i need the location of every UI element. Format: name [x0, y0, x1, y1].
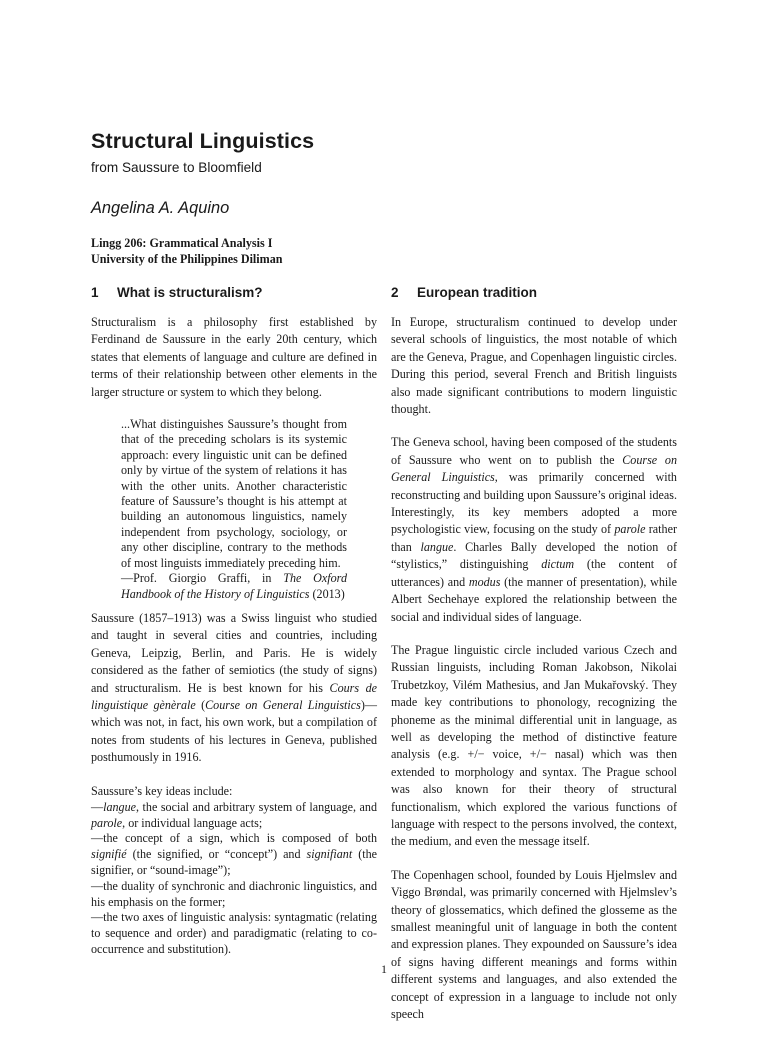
bio-text-2: ( [195, 697, 206, 712]
key-idea-1-text-a: , the social and arbitrary system of language, and [136, 799, 377, 814]
university-line: University of the Philippines Diliman [91, 251, 283, 266]
bio-work-english: Course on General Linguistics [205, 697, 361, 712]
key-idea-synchronic: —the duality of synchronic and diachronic linguistics, and his emphasis on the former; [91, 878, 377, 909]
bio-work-french: Cours de linguistique gènèrale [91, 680, 377, 712]
section-2-number: 2 [391, 285, 399, 300]
right-column [391, 284, 677, 1039]
geneva-term-modus: modus [468, 574, 501, 589]
key-idea-axes: —the two axes of linguistic analysis: syntagmatic (relating to sequence and order) and paradigmatic (relating to co-occurrence and substitution). [91, 910, 377, 956]
key-idea-langue-parole [91, 800, 377, 832]
key-idea-sign [91, 831, 377, 878]
bio-text-1: Saussure (1857–1913) was a Swiss linguist who studied and taught in several cities and countries, including Geneva, Leipzig, Berlin, and Paris. He is widely considered as the father of semiotics (the study of signs) and structuralism. He is best known for his [91, 610, 377, 695]
saussure-bio [91, 610, 377, 767]
section-1-intro: Structuralism is a philosophy first established by Ferdinand de Saussure in the early 20th century, which states that elements of language and culture are defined in terms of their relationship between other elements in the larger structure or system to which they belong. [91, 315, 377, 399]
section-1-number: 1 [91, 285, 99, 300]
term-signifie: signifié [91, 847, 127, 862]
bio-text-3: )—which was not, in fact, his own work, but a compilation of notes from students of his lectures in Geneva, published posthumously in 1916. [91, 697, 377, 765]
prague-school-paragraph: The Prague linguistic circle included various Czech and Russian linguists, including Roman Jakobson, Nikolai Trubetzkoy, Vilém Mathesius, and Jan Mukařovský. They made key contributions to phonology, recognizing the phoneme as the minimal differential unit in language, as well as developing the method of distinctive feature analysis (e.g. +/− voice, +/− nasal) which was then extended to morphology and syntax. The Prague school was also known for their theory of structural functionalism, which explored the various functions of language with respect to the persons involved, the context, the medium, and even the message itself. [391, 642, 677, 849]
quote-source-title: The Oxford Handbook of the History of Linguistics [121, 571, 347, 601]
key-ideas-lead: Saussure’s key ideas include: [91, 783, 233, 798]
paper-title: Structural Linguistics [91, 129, 315, 153]
quote-attribution-prefix: —Prof. Giorgio Graffi, in [121, 571, 284, 586]
copenhagen-school-paragraph: The Copenhagen school, founded by Louis Hjelmslev and Viggo Brøndal, was primarily concerned with Hjelmslev’s theory of glossematics, which defined the glosseme as the smallest meaningful unit of language in both the content and expression planes. They expounded on Saussure’s idea of signs having different meanings and forms within different systems and languages, and also extended the concept of expression in a language to include not only speech [391, 867, 677, 1022]
geneva-term-langue: langue [420, 539, 454, 554]
section-2-intro: In Europe, structuralism continued to develop under several schools of linguistics, the most notable of which are the Geneva, Prague, and Copenhagen linguistic circles. During this period, several French and British linguists also made significant contributions to modern linguistic thought. [391, 315, 677, 417]
quote-attribution [121, 571, 347, 602]
term-parole: parole [91, 815, 123, 830]
affiliation [91, 236, 283, 267]
section-1-heading [91, 284, 377, 301]
key-idea-dash: — [91, 799, 104, 814]
section-2-heading [391, 284, 677, 301]
author-name: Angelina A. Aquino [91, 199, 230, 217]
term-signifiant: signifiant [306, 847, 353, 862]
key-idea-2-text-b: (the signified, or “concept”) and [126, 847, 307, 862]
section-1-title: What is structuralism? [117, 285, 263, 300]
geneva-course-title: Course on General Linguistics [391, 452, 677, 485]
geneva-school-paragraph [391, 434, 677, 625]
page-number: 1 [381, 962, 387, 976]
geneva-text-5: (the content of utterances) and [391, 557, 677, 589]
section-2-title: European tradition [417, 285, 538, 300]
geneva-term-dictum: dictum [541, 557, 575, 572]
geneva-text-6: (the manner of presentation), while Albert Sechehaye explored the relationship between the social and individual sides of language. [391, 574, 677, 624]
key-idea-2-text-c: (the signifier, or “sound-image”); [91, 847, 377, 877]
geneva-text-3: rather than [391, 522, 677, 554]
key-idea-2-text-a: —the concept of a sign, which is composed of both [91, 831, 377, 846]
key-idea-1-text-b: , or individual language acts; [122, 815, 263, 830]
paper-subtitle: from Saussure to Bloomfield [91, 160, 262, 175]
quote-year: (2013) [309, 586, 345, 601]
geneva-term-parole: parole [614, 522, 646, 537]
geneva-text-2: , was primarily concerned with reconstructing and building upon Saussure’s original ideas. Interestingly, its key members adopted a more psychologistic view, focusing on the study of [391, 470, 677, 537]
geneva-text-4: . Charles Bally developed the notion of “stylistics,” distinguishing [391, 539, 677, 572]
geneva-text-1: The Geneva school, having been composed of the students of Saussure who went on to publish the [391, 435, 677, 467]
key-ideas-list [91, 783, 377, 958]
course-line: Lingg 206: Grammatical Analysis I [91, 236, 273, 250]
quote-text: ...What distinguishes Saussure’s thought from that of the preceding scholars is its systemic approach: every linguistic unit can be defined only by virtue of the system of relations it has with the other units. Another characteristic feature of Saussure’s thought is his attempt at building an autonomous linguistics, namely independent from psychology, sociology, or any other discipline, contrary to the methods of most linguists immediately preceding him. [121, 417, 347, 570]
left-column [91, 284, 377, 958]
term-langue: langue [103, 799, 137, 814]
graffi-quote [121, 417, 347, 602]
